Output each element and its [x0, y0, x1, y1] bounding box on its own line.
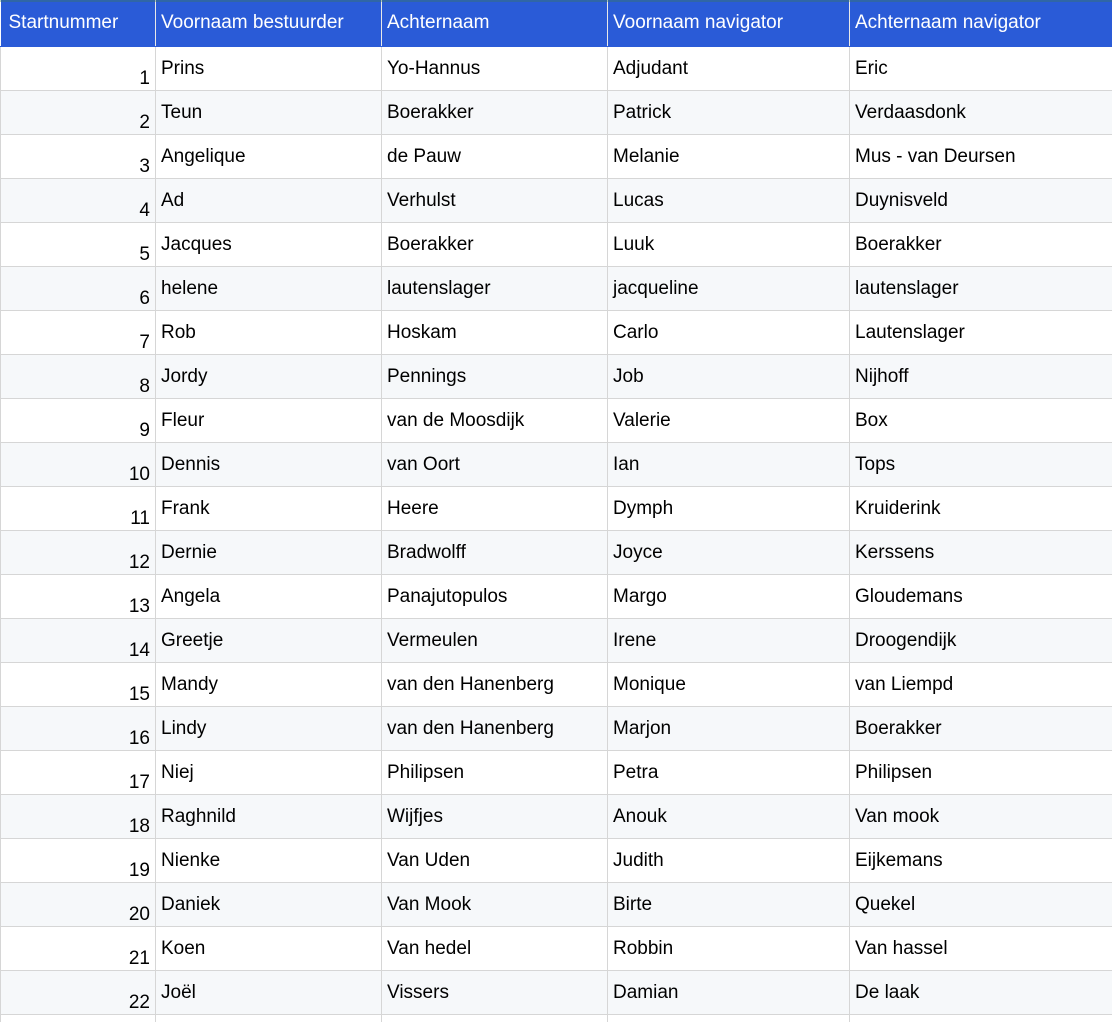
cell-voornaam-bestuurder[interactable]: Fleur	[156, 398, 382, 442]
cell-voornaam-bestuurder[interactable]: Nienke	[156, 838, 382, 882]
table-row	[1, 750, 1112, 794]
cell-voornaam-navigator[interactable]: Valerie	[608, 398, 850, 442]
startnummer-value: 11	[130, 507, 150, 529]
cell-voornaam-bestuurder[interactable]: Rob	[156, 310, 382, 354]
cell-achternaam-navigator[interactable]: Boerakker	[850, 222, 1112, 266]
table-row	[1, 530, 1112, 574]
cell-achternaam[interactable]: Boerakker	[382, 90, 608, 134]
cell-voornaam-bestuurder[interactable]: Ad	[156, 178, 382, 222]
cell-achternaam[interactable]: de Pauw	[382, 134, 608, 178]
cell-voornaam-bestuurder[interactable]: Joël	[156, 970, 382, 1014]
cell-voornaam-navigator[interactable]: Melanie	[608, 134, 850, 178]
cell-startnummer[interactable]	[1, 750, 156, 794]
header-achternaam[interactable]: Achternaam	[382, 0, 608, 46]
table-row	[1, 178, 1112, 222]
cell-achternaam[interactable]: lautenslager	[382, 266, 608, 310]
startnummer-value: 16	[128, 727, 150, 749]
cell-voornaam-bestuurder[interactable]: helene	[156, 266, 382, 310]
cell-voornaam-navigator[interactable]: Joyce	[608, 530, 850, 574]
cell-achternaam-navigator[interactable]: Boerakker	[850, 706, 1112, 750]
header-achternaam-navigator[interactable]: Achternaam navigator	[850, 0, 1112, 46]
cell-achternaam[interactable]: van den Hanenberg	[382, 662, 608, 706]
cell-achternaam-navigator[interactable]: Gloudemans	[850, 574, 1112, 618]
cell-startnummer[interactable]	[1, 46, 156, 90]
cell-voornaam-navigator[interactable]: Margo	[608, 574, 850, 618]
startnummer-value: 12	[128, 551, 150, 573]
cell-startnummer[interactable]	[1, 90, 156, 134]
cell-voornaam-bestuurder[interactable]: Frank	[156, 486, 382, 530]
cell-voornaam-bestuurder[interactable]: Daniek	[156, 882, 382, 926]
startnummer-value: 13	[128, 595, 150, 617]
header-voornaam-navigator[interactable]: Voornaam navigator	[608, 0, 850, 46]
cell-voornaam-bestuurder[interactable]: Dernie	[156, 530, 382, 574]
cell-achternaam-navigator[interactable]: Box	[850, 398, 1112, 442]
cell-startnummer[interactable]	[1, 574, 156, 618]
cell-achternaam-navigator[interactable]: Philipsen	[850, 750, 1112, 794]
cell-startnummer[interactable]	[1, 178, 156, 222]
table-row	[1, 134, 1112, 178]
cell-achternaam-navigator[interactable]: De laak	[850, 970, 1112, 1014]
cell-startnummer[interactable]	[1, 794, 156, 838]
cell-startnummer[interactable]	[1, 838, 156, 882]
cell-achternaam[interactable]: Pennings	[382, 354, 608, 398]
cell-achternaam[interactable]: Yo-Hannus	[382, 46, 608, 90]
cell-voornaam-bestuurder[interactable]: Angelique	[156, 134, 382, 178]
cell-voornaam-navigator[interactable]: Marjon	[608, 706, 850, 750]
table-row	[1, 266, 1112, 310]
startnummer-value: 5	[139, 243, 150, 265]
table-row	[1, 926, 1112, 970]
cell-achternaam[interactable]: Van hedel	[382, 926, 608, 970]
cell-voornaam-bestuurder[interactable]	[156, 1014, 382, 1022]
cell-startnummer[interactable]	[1, 486, 156, 530]
cell-achternaam[interactable]	[382, 1014, 608, 1022]
cell-startnummer[interactable]	[1, 442, 156, 486]
cell-voornaam-navigator[interactable]: Judith	[608, 838, 850, 882]
cell-voornaam-navigator[interactable]: Job	[608, 354, 850, 398]
table-row	[1, 882, 1112, 926]
cell-achternaam[interactable]: Van Mook	[382, 882, 608, 926]
table-row	[1, 706, 1112, 750]
cell-achternaam[interactable]: Vermeulen	[382, 618, 608, 662]
cell-voornaam-bestuurder[interactable]: Teun	[156, 90, 382, 134]
cell-voornaam-bestuurder[interactable]: Lindy	[156, 706, 382, 750]
cell-achternaam-navigator[interactable]: Lautenslager	[850, 310, 1112, 354]
cell-achternaam-navigator[interactable]: Droogendijk	[850, 618, 1112, 662]
table-row	[1, 838, 1112, 882]
cell-achternaam-navigator[interactable]: Quekel	[850, 882, 1112, 926]
cell-voornaam-bestuurder[interactable]: Niej	[156, 750, 382, 794]
cell-startnummer[interactable]	[1, 970, 156, 1014]
header-startnummer[interactable]: Startnummer	[1, 0, 156, 46]
cell-startnummer[interactable]	[1, 398, 156, 442]
cell-voornaam-navigator[interactable]: Birte	[608, 882, 850, 926]
cell-startnummer[interactable]	[1, 222, 156, 266]
startnummer-value: 17	[128, 771, 150, 793]
table-row	[1, 90, 1112, 134]
cell-achternaam-navigator[interactable]: Eric	[850, 46, 1112, 90]
cell-voornaam-navigator[interactable]: Irene	[608, 618, 850, 662]
cell-startnummer[interactable]	[1, 926, 156, 970]
cell-voornaam-bestuurder[interactable]: Mandy	[156, 662, 382, 706]
cell-voornaam-navigator[interactable]: jacqueline	[608, 266, 850, 310]
cell-achternaam-navigator[interactable]: Van hassel	[850, 926, 1112, 970]
startnummer-value: 6	[139, 287, 150, 309]
cell-achternaam-navigator[interactable]: Eijkemans	[850, 838, 1112, 882]
cell-achternaam[interactable]: Hoskam	[382, 310, 608, 354]
cell-achternaam[interactable]: Philipsen	[382, 750, 608, 794]
cell-achternaam-navigator[interactable]: Kerssens	[850, 530, 1112, 574]
startnummer-value: 4	[139, 199, 150, 221]
cell-voornaam-bestuurder[interactable]: Raghnild	[156, 794, 382, 838]
cell-voornaam-navigator[interactable]: Robbin	[608, 926, 850, 970]
cell-achternaam[interactable]: Panajutopulos	[382, 574, 608, 618]
cell-startnummer[interactable]	[1, 134, 156, 178]
cell-achternaam-navigator[interactable]	[850, 1014, 1112, 1022]
cell-startnummer[interactable]	[1, 310, 156, 354]
startnummer-value: 14	[128, 639, 150, 661]
table-row	[1, 662, 1112, 706]
cell-voornaam-navigator[interactable]: Lucas	[608, 178, 850, 222]
table-row	[1, 398, 1112, 442]
table-row	[1, 46, 1112, 90]
table-row	[1, 970, 1112, 1014]
startnummer-value: 10	[128, 463, 150, 485]
cell-achternaam[interactable]: van de Moosdijk	[382, 398, 608, 442]
cell-achternaam-navigator[interactable]: Van mook	[850, 794, 1112, 838]
startnummer-value: 9	[139, 419, 150, 441]
cell-startnummer[interactable]	[1, 662, 156, 706]
cell-startnummer[interactable]	[1, 706, 156, 750]
cell-achternaam[interactable]: van Oort	[382, 442, 608, 486]
cell-achternaam[interactable]: Van Uden	[382, 838, 608, 882]
table-row	[1, 486, 1112, 530]
header-voornaam-bestuurder[interactable]: Voornaam bestuurder	[156, 0, 382, 46]
table-row	[1, 794, 1112, 838]
startnummer-value: 21	[128, 947, 150, 969]
startnummer-value: 15	[128, 683, 150, 705]
startnummer-value: 20	[128, 903, 150, 925]
cell-achternaam[interactable]: Boerakker	[382, 222, 608, 266]
sheet-top-border	[0, 0, 1112, 2]
table-row	[1, 618, 1112, 662]
cell-voornaam-navigator[interactable]: Ian	[608, 442, 850, 486]
cell-achternaam-navigator[interactable]: Nijhoff	[850, 354, 1112, 398]
cell-voornaam-bestuurder[interactable]: Dennis	[156, 442, 382, 486]
cell-achternaam-navigator[interactable]: van Liempd	[850, 662, 1112, 706]
cell-startnummer[interactable]	[1, 266, 156, 310]
startnummer-value: 22	[128, 991, 150, 1013]
cell-achternaam[interactable]: Heere	[382, 486, 608, 530]
cell-achternaam[interactable]: Verhulst	[382, 178, 608, 222]
cell-voornaam-navigator[interactable]: Patrick	[608, 90, 850, 134]
startnummer-value: 2	[139, 111, 150, 133]
cell-voornaam-navigator[interactable]: Petra	[608, 750, 850, 794]
cell-achternaam-navigator[interactable]: Tops	[850, 442, 1112, 486]
table-row	[1, 354, 1112, 398]
cell-voornaam-bestuurder[interactable]: Prins	[156, 46, 382, 90]
cell-voornaam-bestuurder[interactable]: Angela	[156, 574, 382, 618]
cell-achternaam[interactable]: Vissers	[382, 970, 608, 1014]
cell-voornaam-navigator[interactable]: Dymph	[608, 486, 850, 530]
cell-achternaam-navigator[interactable]: Duynisveld	[850, 178, 1112, 222]
cell-startnummer[interactable]	[1, 882, 156, 926]
table-row	[1, 1014, 1112, 1022]
cell-voornaam-navigator[interactable]: Adjudant	[608, 46, 850, 90]
cell-voornaam-navigator[interactable]	[608, 1014, 850, 1022]
startnummer-value: 8	[139, 375, 150, 397]
cell-achternaam[interactable]: Wijfjes	[382, 794, 608, 838]
cell-startnummer[interactable]	[1, 618, 156, 662]
cell-achternaam[interactable]: Bradwolff	[382, 530, 608, 574]
table-row	[1, 442, 1112, 486]
cell-voornaam-navigator[interactable]: Monique	[608, 662, 850, 706]
cell-voornaam-navigator[interactable]: Damian	[608, 970, 850, 1014]
header-row	[1, 0, 1112, 46]
startnummer-value: 19	[128, 859, 150, 881]
cell-achternaam-navigator[interactable]: Kruiderink	[850, 486, 1112, 530]
cell-voornaam-bestuurder[interactable]: Jordy	[156, 354, 382, 398]
cell-achternaam-navigator[interactable]: Verdaasdonk	[850, 90, 1112, 134]
startnummer-value: 7	[139, 331, 150, 353]
cell-achternaam[interactable]: van den Hanenberg	[382, 706, 608, 750]
cell-startnummer[interactable]	[1, 1014, 156, 1022]
cell-achternaam-navigator[interactable]: lautenslager	[850, 266, 1112, 310]
cell-startnummer[interactable]	[1, 354, 156, 398]
table-row	[1, 574, 1112, 618]
cell-voornaam-navigator[interactable]: Luuk	[608, 222, 850, 266]
startnummer-value: 3	[139, 155, 150, 177]
cell-voornaam-bestuurder[interactable]: Jacques	[156, 222, 382, 266]
table-row	[1, 222, 1112, 266]
startnummer-value: 1	[139, 67, 150, 89]
table-row	[1, 310, 1112, 354]
cell-voornaam-bestuurder[interactable]: Koen	[156, 926, 382, 970]
cell-voornaam-bestuurder[interactable]: Greetje	[156, 618, 382, 662]
cell-achternaam-navigator[interactable]: Mus - van Deursen	[850, 134, 1112, 178]
cell-voornaam-navigator[interactable]: Anouk	[608, 794, 850, 838]
startnummer-value: 18	[128, 815, 150, 837]
cell-startnummer[interactable]	[1, 530, 156, 574]
cell-voornaam-navigator[interactable]: Carlo	[608, 310, 850, 354]
